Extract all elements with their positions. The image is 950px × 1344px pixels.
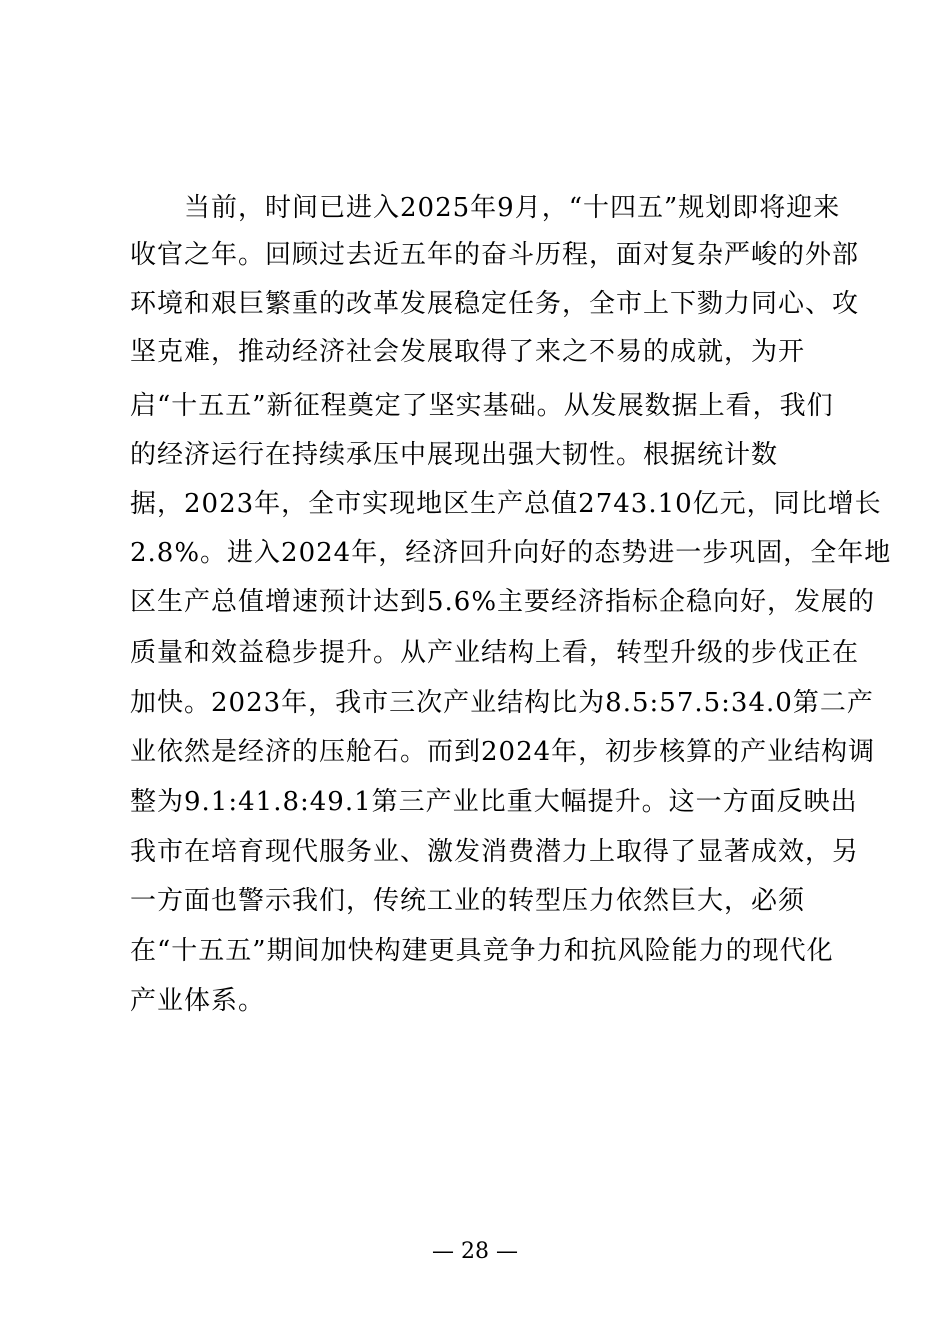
paragraph-line: 产业体系。 <box>130 986 266 1016</box>
paragraph-line: 收官之年。回顾过去近五年的奋斗历程，面对复杂严峻的外部 <box>130 240 860 270</box>
paragraph-line: 启“十五五”新征程奠定了坚实基础。从发展数据上看，我们 <box>130 391 834 421</box>
paragraph-line: 我市在培育现代服务业、激发消费潜力上取得了显著成效，另 <box>130 837 860 867</box>
paragraph-line: 加快。2023年，我市三次产业结构比为8.5:57.5:34.0第二产 <box>130 688 874 718</box>
paragraph-line: 整为9.1:41.8:49.1第三产业比重大幅提升。这一方面反映出 <box>130 787 858 817</box>
paragraph-line: 一方面也警示我们，传统工业的转型压力依然巨大，必须 <box>130 886 806 916</box>
paragraph-line: 在“十五五”期间加快构建更具竞争力和抗风险能力的现代化 <box>130 936 834 966</box>
paragraph-line: 区生产总值增速预计达到5.6%主要经济指标企稳向好，发展的 <box>130 587 876 617</box>
paragraph-line: 质量和效益稳步提升。从产业结构上看，转型升级的步伐正在 <box>130 638 860 668</box>
page-number: — 28 — <box>432 1239 518 1264</box>
paragraph-line: 环境和艰巨繁重的改革发展稳定任务，全市上下勠力同心、攻 <box>130 289 860 319</box>
paragraph-line: 坚克难，推动经济社会发展取得了来之不易的成就，为开 <box>130 337 806 367</box>
paragraph-line: 据，2023年，全市实现地区生产总值2743.10亿元，同比增长 <box>130 489 882 519</box>
paragraph-line: 2.8%。进入2024年，经济回升向好的态势进一步巩固，全年地 <box>130 538 892 568</box>
paragraph-line: 当前，时间已进入2025年9月，“十四五”规划即将迎来 <box>130 193 841 223</box>
paragraph-line: 的经济运行在持续承压中展现出强大韧性。根据统计数 <box>130 440 779 470</box>
paragraph-line: 业依然是经济的压舱石。而到2024年，初步核算的产业结构调 <box>130 737 876 767</box>
